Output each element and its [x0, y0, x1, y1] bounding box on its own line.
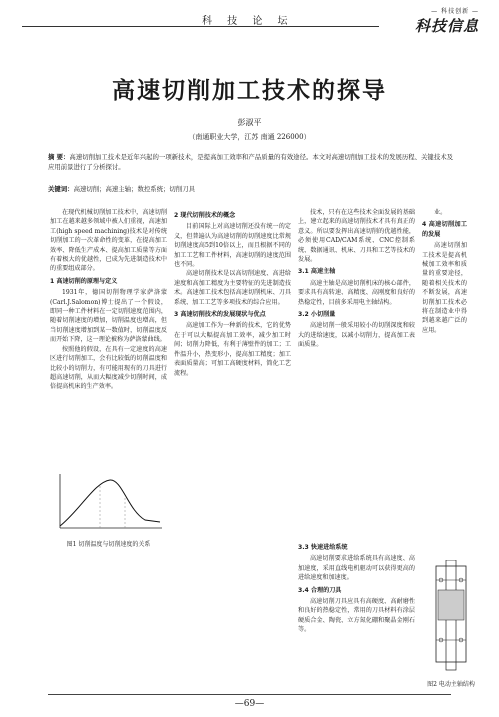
figure-2-drawing	[422, 560, 480, 672]
abstract-text: 高速切削加工技术是近年兴起的一项新技术，是提高加工效率和产品质量的有效途径。本文对高速切削加工技术的发展历程、关键技术及应用前景进行了分析探讨。	[48, 153, 454, 171]
section-heading: 3.3 快速进给系统	[298, 544, 348, 551]
column-2	[174, 208, 291, 688]
page-header	[22, 6, 479, 35]
figure-1	[50, 470, 167, 548]
paragraph: 按照他的假设，在具有一定速度的高速区进行切削加工，会有比较低的切削温度和比较小的切削力，有可能用现有的刀具进行超高速切削，从而大幅度减少切削时间，成倍提高机床的生产效率。	[50, 345, 167, 391]
figure-1-graph	[50, 470, 167, 534]
paragraph: 高速切削加工技术是提高机械加工效率和质量的重要途径，随着相关技术的不断发展，高速切削加工技术必将在制造业中得到越来越广泛的应用。	[422, 242, 467, 334]
author: 彭淑平	[237, 118, 262, 127]
paragraph: 高速加工作为一种新的技术，它的优势在于可以大幅提高加工效率，减少加工时间；切削力降低，有利于薄壁件的加工；工件温升小，热变形小，提高加工精度；加工表面质量高；可加工高硬度材料，简化工艺流程。	[174, 322, 291, 377]
section-tag: 科 技 论 坛	[202, 16, 294, 27]
paragraph: 高速主轴是高速切削机床的核心部件，要求具有高转速、高精度、高刚度和良好的热稳定性，目前多采用电主轴结构。	[298, 279, 415, 306]
section-heading: 3 高速切削技术的发展现状与优点	[174, 311, 266, 319]
figure-2	[422, 560, 480, 688]
column-3-lower	[298, 540, 415, 688]
footer-rule	[48, 694, 451, 695]
paragraph: 高速切削一般采用较小的切削深度和较大的进给速度，以减小切削力，提高加工表面质量。	[298, 322, 415, 349]
abstract-label: 摘 要：	[48, 153, 70, 161]
section-heading: 4 高速切削加工的发展	[422, 221, 467, 238]
column-1	[50, 208, 167, 688]
paragraph: 技术，只有在这些技术全面发展的基础上，建立起来的高速切削技术才具有真正的意义。所以要发挥出高速切削的优越性能，必须使用CAD/CAM系统、CNC控制系统、数据通讯、机床、刀具和工艺等技术的发展。	[298, 209, 415, 264]
keywords	[48, 184, 453, 193]
keywords-text: 高速切削；高速主轴；数控系统；切削刀具	[73, 185, 195, 193]
figure-1-caption: 图1 切削温度与切削速度的关系	[66, 541, 151, 548]
article-title: 高速切削加工技术的探导	[112, 78, 387, 104]
figure-2-caption: 图2 电动主轴结构	[427, 681, 475, 688]
affiliation: （南通职业大学，江苏 南通 226000）	[188, 133, 311, 141]
logo-title: 科技信息	[414, 17, 479, 35]
paragraph: 高速切削要求进给系统具有高速度、高加速度，采用直线电机驱动可以获得更高的进给速度和加速度。	[298, 555, 415, 582]
column-3	[298, 208, 415, 540]
paragraph: 目前国际上对高速切削还没有统一的定义，但普遍认为高速切削的切削速度比常规切削速度高5到10倍以上，而且根据不同的加工工艺和工件材料，高速切削的速度范围也不同。	[174, 223, 291, 269]
paragraph: 高速切削技术是以高切削速度、高进给速度和高加工精度为主要特征的先进制造技术。高速加工技术包括高速切削机床、刀具系统、加工工艺等多项技术的综合应用。	[174, 270, 291, 306]
paragraph: 业。	[434, 209, 447, 216]
logo-subtitle: — 科技创新 —	[431, 8, 479, 15]
abstract	[48, 152, 453, 172]
section-heading: 3.1 高速主轴	[298, 268, 336, 276]
header-rule	[22, 26, 379, 27]
section-heading: 1 高速切削的原理与定义	[50, 277, 118, 285]
keywords-label: 关键词：	[48, 185, 74, 193]
journal-logo	[415, 6, 479, 36]
section-heading: 2 现代切削技术的概念	[174, 212, 236, 219]
paragraph: 1931年，德国切削物理学家萨洛蒙(Carl.J.Salomon)博士提出了一个假设，即同一种工件材料在一定切削速度范围内，随着切削速度的增加，切削温度也增高，但当切削速度增加到某一数值时，切削温度反而开始下降，这一理论被称为萨洛蒙曲线。	[50, 289, 167, 344]
section-heading: 3.4 合理的刀具	[298, 586, 342, 594]
section-heading: 3.2 小切削量	[298, 311, 336, 319]
paragraph: 在现代机械切削加工技术中，高速切削加工在越来越多领域中被人们重视，高速加工(high speed machining)技术是对传统切削加工的一次革命性的变革，在提高加工效率、降低生产成本、提高加工质量等方面有着极大的优越性，已成为先进制造技术中的重要组成部分。	[50, 209, 167, 273]
paragraph: 高速切削刀具应具有高硬度、高耐磨性和良好的热稳定性，常用的刀具材料有涂层硬质合金、陶瓷、立方氮化硼和聚晶金刚石等。	[298, 598, 415, 634]
page-number: —69—	[234, 699, 265, 709]
